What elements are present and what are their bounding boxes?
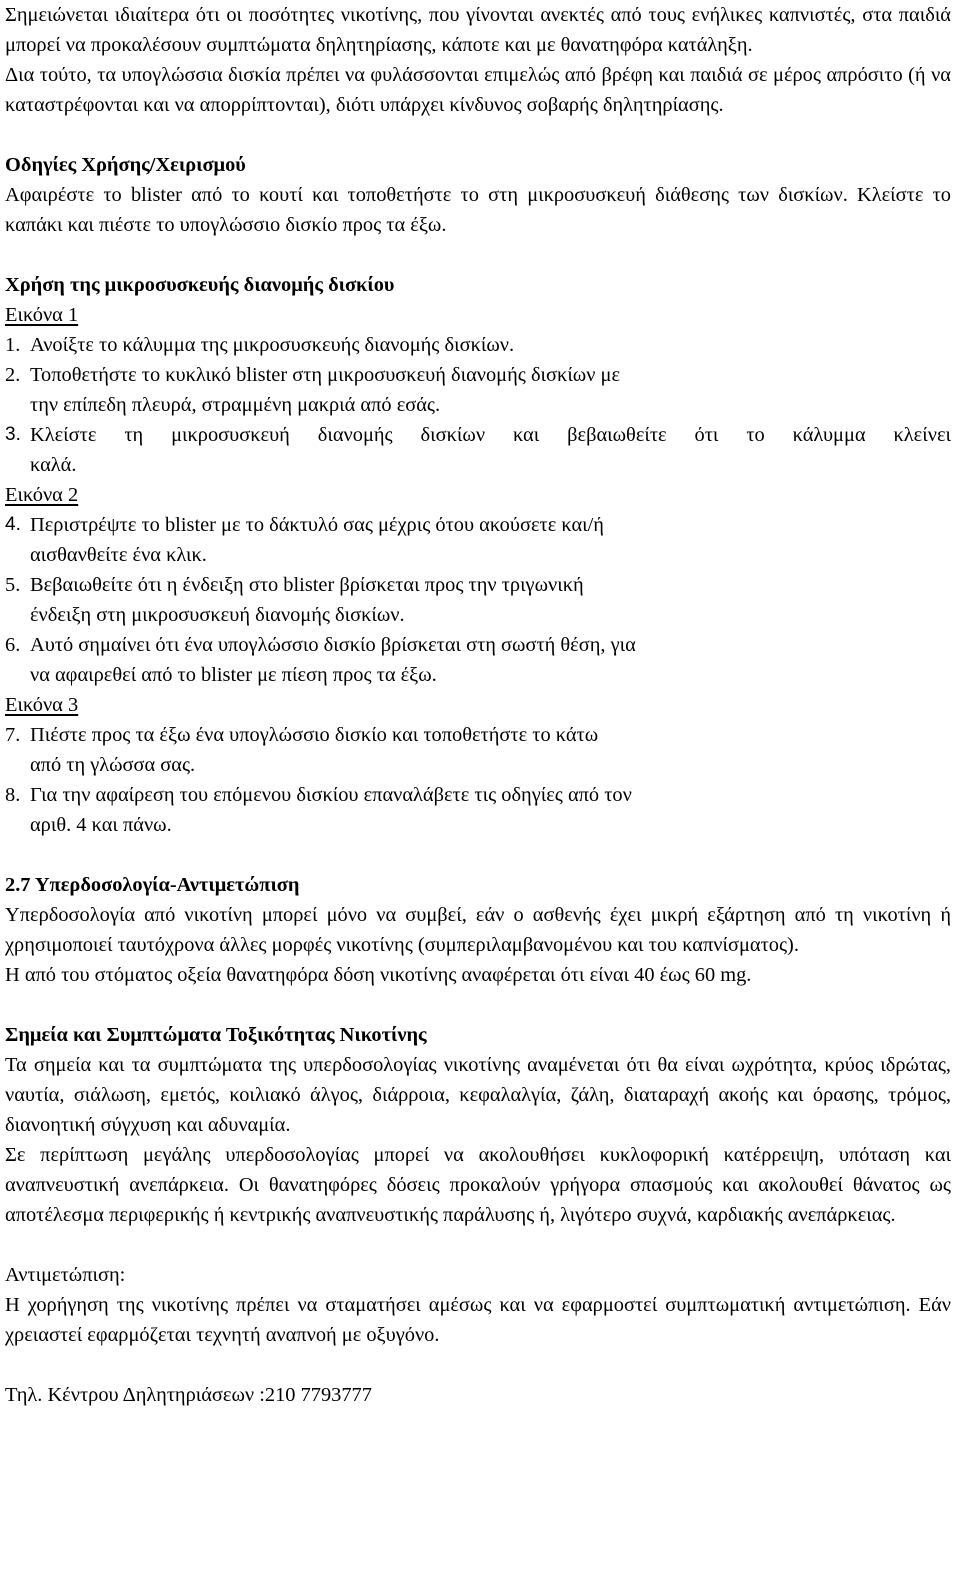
step-text: Κλείστε τη μικροσυσκευή διανομής δισκίων και βεβαιωθείτε ότι το κάλυμμα κλείνει <box>30 424 951 446</box>
step-number: 2. <box>5 364 21 386</box>
poison-center-phone: Τηλ. Κέντρου Δηλητηριάσεων :210 7793777 <box>5 1384 372 1406</box>
spacer <box>5 1230 951 1260</box>
figure-label: Εικόνα 1 <box>5 304 79 326</box>
figure-label: Εικόνα 3 <box>5 694 79 716</box>
instructions-text: Αφαιρέστε το blister από το κουτί και τοποθετήστε το στη μικροσυσκευή διάθεσης των δισκίων. Κλείστε το καπάκι και πιέστε το υπογλώσσιο δισκίο προς τα έξω. <box>5 184 951 236</box>
intro-paragraph-2: Δια τούτο, τα υπογλώσσια δισκία πρέπει να φυλάσσονται επιμελώς από βρέφη και παιδιά σε μέρος απρόσιτο (ή να καταστρέφονται και να απορρίπτονται), διότι υπάρχει κίνδυνος σοβαρής δηλητηρίασης. <box>5 64 951 116</box>
step-number: 6. <box>5 634 21 656</box>
spacer <box>5 990 951 1020</box>
step-text: Περιστρέψτε το blister με το δάκτυλό σας μέχρις ότου ακούσετε και/ή <box>30 514 604 536</box>
step-item <box>5 630 951 690</box>
step-number: 7. <box>5 724 21 746</box>
step-number: 8. <box>5 784 21 806</box>
step-number: 3. <box>5 424 21 445</box>
step-item <box>5 720 951 780</box>
overdose-paragraph-1: Υπερδοσολογία από νικοτίνη μπορεί μόνο να συμβεί, εάν ο ασθενής έχει μικρή εξάρτηση από τη νικοτίνη ή χρησιμοποιεί ταυτόχρονα άλλες μορφές νικοτίνης (συμπεριλαμβανομένου και του καπνίσματος). <box>5 904 951 956</box>
overdose-paragraph-2: Η από του στόματος οξεία θανατηφόρα δόση νικοτίνης αναφέρεται ότι είναι 40 έως 60 mg. <box>5 964 752 986</box>
step-item <box>5 330 951 360</box>
instructions-heading: Οδηγίες Χρήσης/Χειρισμού <box>5 154 246 176</box>
figure-label: Εικόνα 2 <box>5 484 79 506</box>
toxicity-heading: Σημεία και Συμπτώματα Τοξικότητας Νικοτίνης <box>5 1024 427 1046</box>
step-text: Για την αφαίρεση του επόμενου δισκίου επαναλάβετε τις οδηγίες από τον <box>30 784 632 806</box>
step-text-continued: από τη γλώσσα σας. <box>30 754 196 776</box>
step-item <box>5 570 951 630</box>
spacer <box>5 1350 951 1380</box>
step-text-continued: ένδειξη στη μικροσυσκευή διανομής δισκίων. <box>30 604 405 626</box>
step-item <box>5 360 951 420</box>
document-page <box>5 0 951 1410</box>
treatment-label: Αντιμετώπιση: <box>5 1264 126 1286</box>
step-text-continued: την επίπεδη πλευρά, στραμμένη μακριά από εσάς. <box>30 394 441 416</box>
step-text-continued: αριθ. 4 και πάνω. <box>30 814 172 836</box>
spacer <box>5 240 951 270</box>
spacer <box>5 120 951 150</box>
step-text: Αυτό σημαίνει ότι ένα υπογλώσσιο δισκίο βρίσκεται στη σωστή θέση, για <box>30 634 636 656</box>
spacer <box>5 840 951 870</box>
step-text: Βεβαιωθείτε ότι η ένδειξη στο blister βρίσκεται προς την τριγωνική <box>30 574 584 596</box>
device-use-heading: Χρήση της μικροσυσκευής διανομής δισκίου <box>5 274 395 296</box>
step-text: Ανοίξτε το κάλυμμα της μικροσυσκευής διανομής δισκίων. <box>30 334 515 356</box>
intro-paragraph-1: Σημειώνεται ιδιαίτερα ότι οι ποσότητες νικοτίνης, που γίνονται ανεκτές από τους ενήλικες καπνιστές, στα παιδιά μπορεί να προκαλέσουν συμπτώματα δηλητηρίασης, κάποτε και με θανατηφόρα κατάληξη. <box>5 4 951 56</box>
step-text-continued: αισθανθείτε ένα κλικ. <box>30 544 207 566</box>
step-number: 5. <box>5 574 21 596</box>
step-item <box>5 420 951 480</box>
step-text-continued: να αφαιρεθεί από το blister με πίεση προς τα έξω. <box>30 664 437 686</box>
step-item <box>5 510 951 570</box>
overdose-heading: 2.7 Υπερδοσολογία-Αντιμετώπιση <box>5 874 300 896</box>
toxicity-paragraph-2: Σε περίπτωση μεγάλης υπερδοσολογίας μπορεί να ακολουθήσει κυκλοφορική κατέρρειψη, υπόταση και αναπνευστική ανεπάρκεια. Οι θανατηφόρες δόσεις προκαλούν γρήγορα σπασμούς και ακολουθεί θάνατος ως αποτέλεσμα περιφερικής ή κεντρικής αναπνευστικής παράλυσης ή, λιγότερο συχνά, καρδιακής ανεπάρκειας. <box>5 1144 951 1226</box>
step-text-continued: καλά. <box>30 454 77 476</box>
toxicity-paragraph-1: Τα σημεία και τα συμπτώματα της υπερδοσολογίας νικοτίνης αναμένεται ότι θα είναι ωχρότητα, κρύος ιδρώτας, ναυτία, σιάλωση, εμετός, κοιλιακό άλγος, διάρροια, κεφαλαλγία, ζάλη, διαταραχή ακοής και όρασης, τρόμος, διανοητική σύγχυση και αδυναμία. <box>5 1054 951 1136</box>
step-number: 4. <box>5 514 21 535</box>
step-text: Τοποθετήστε το κυκλικό blister στη μικροσυσκευή διανομής δισκίων με <box>30 364 621 386</box>
step-item <box>5 780 951 840</box>
step-text: Πιέστε προς τα έξω ένα υπογλώσσιο δισκίο και τοποθετήστε το κάτω <box>30 724 599 746</box>
treatment-text: Η χορήγηση της νικοτίνης πρέπει να σταματήσει αμέσως και να εφαρμοστεί συμπτωματική αντιμετώπιση. Εάν χρειαστεί εφαρμόζεται τεχνητή αναπνοή με οξυγόνο. <box>5 1294 951 1346</box>
step-number: 1. <box>5 334 21 356</box>
